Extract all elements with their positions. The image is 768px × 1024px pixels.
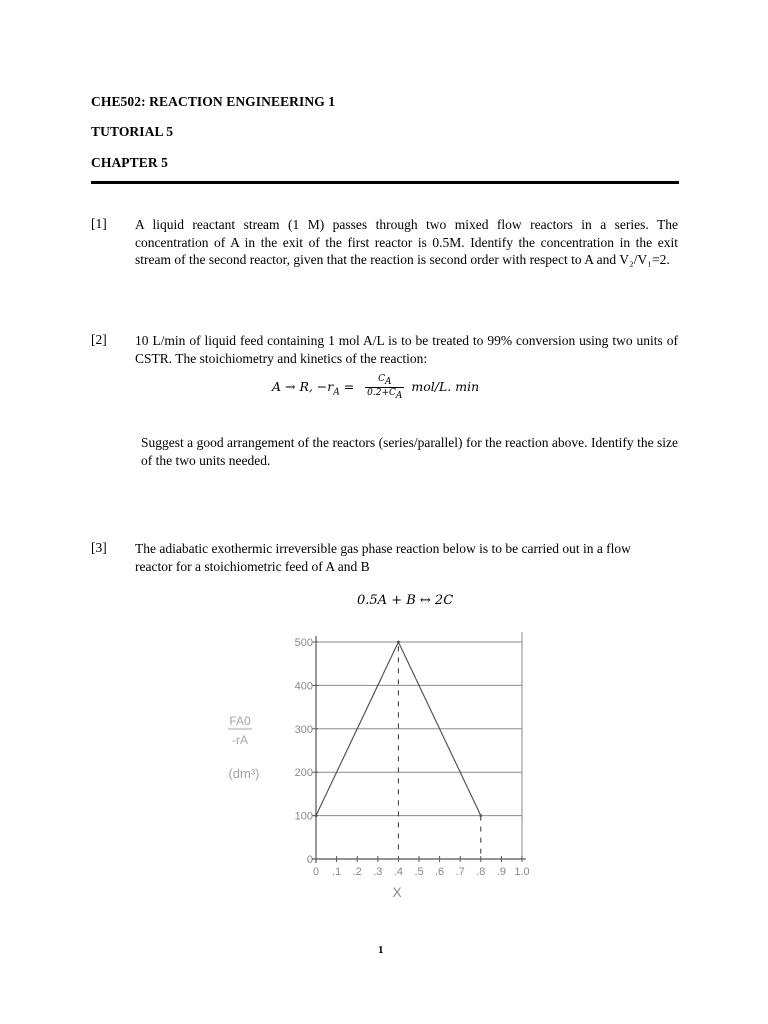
page-number: 1 bbox=[378, 944, 384, 956]
chapter-title: CHAPTER 5 bbox=[91, 155, 169, 170]
reaction-equation: 0.5A + B ↔ 2C bbox=[357, 593, 454, 608]
x-tick-label-5: .5 bbox=[414, 866, 424, 878]
question-3-number: [3] bbox=[91, 540, 107, 555]
y-axis-label-unit: (dm³) bbox=[228, 766, 260, 781]
y-tick-label-0: 0 bbox=[306, 854, 313, 866]
y-tick-label-200: 200 bbox=[294, 767, 313, 780]
question-1-text: A liquid reactant stream (1 M) passes through two mixed flow reactors in a series. The concentration of A in the exit of the first reactor is 0.5M. Identify the concentration in the exit stream of the second reactor, given that the reaction is second order with respect to A and V₂/V₁=2. bbox=[135, 217, 678, 267]
rate-equation bbox=[272, 374, 479, 401]
levenspiel-plot bbox=[222, 628, 598, 912]
rate-equation-left: A → R, −r bbox=[272, 378, 334, 394]
x-tick-label-1: .1 bbox=[332, 866, 342, 878]
x-tick-label-2: .2 bbox=[352, 866, 362, 878]
x-tick-label-8: .8 bbox=[476, 866, 486, 878]
rate-equation-sub: A bbox=[333, 387, 340, 398]
rate-equation-equals: = bbox=[339, 378, 359, 394]
y-axis-label-numerator: FA0 bbox=[229, 714, 251, 728]
data-point-0-2 bbox=[479, 814, 482, 817]
question-2-number: [2] bbox=[91, 332, 107, 347]
question-3-text: The adiabatic exothermic irreversible gas phase reaction below is to be carried out in a flow reactor for a stoichiometric feed of A and B bbox=[135, 541, 631, 574]
header-divider bbox=[91, 181, 679, 184]
rate-fraction bbox=[365, 374, 404, 401]
y-tick-label-500: 500 bbox=[294, 637, 313, 649]
x-tick-label-7: .7 bbox=[455, 866, 465, 878]
course-title: CHE502: REACTION ENGINEERING 1 bbox=[91, 94, 336, 109]
x-tick-label-6: .6 bbox=[435, 866, 445, 878]
rate-units: mol/L. min bbox=[411, 378, 480, 394]
rate-fraction-denominator-sub: A bbox=[395, 390, 403, 401]
data-point-0-1 bbox=[397, 641, 400, 644]
tutorial-title: TUTORIAL 5 bbox=[91, 124, 174, 139]
y-tick-label-100: 100 bbox=[294, 810, 313, 823]
rate-fraction-numerator: C bbox=[378, 374, 385, 384]
x-tick-label-9: .9 bbox=[496, 866, 506, 878]
x-tick-label-10: 1.0 bbox=[514, 866, 530, 878]
rate-fraction-denominator: 0.2+C bbox=[367, 387, 396, 398]
question-1-number: [1] bbox=[91, 216, 107, 231]
x-tick-label-3: .3 bbox=[373, 866, 383, 878]
y-tick-label-300: 300 bbox=[294, 723, 313, 736]
rate-fraction-numerator-sub: A bbox=[384, 376, 392, 387]
y-tick-label-400: 400 bbox=[294, 680, 313, 693]
question-2-text: 10 L/min of liquid feed containing 1 mol A/L is to be treated to 99% conversion using two units of CSTR. The stoichiometry and kinetics of the reaction: bbox=[135, 333, 678, 366]
x-tick-label-0: 0 bbox=[312, 866, 320, 878]
x-tick-label-4: .4 bbox=[393, 866, 403, 878]
question-2-followup: Suggest a good arrangement of the reactors (series/parallel) for the reaction above. Identify the size of the two units needed. bbox=[141, 435, 678, 468]
data-point-0-0 bbox=[315, 814, 318, 817]
y-axis-label-denominator: -rA bbox=[232, 733, 248, 747]
x-axis-label: X bbox=[392, 884, 402, 900]
